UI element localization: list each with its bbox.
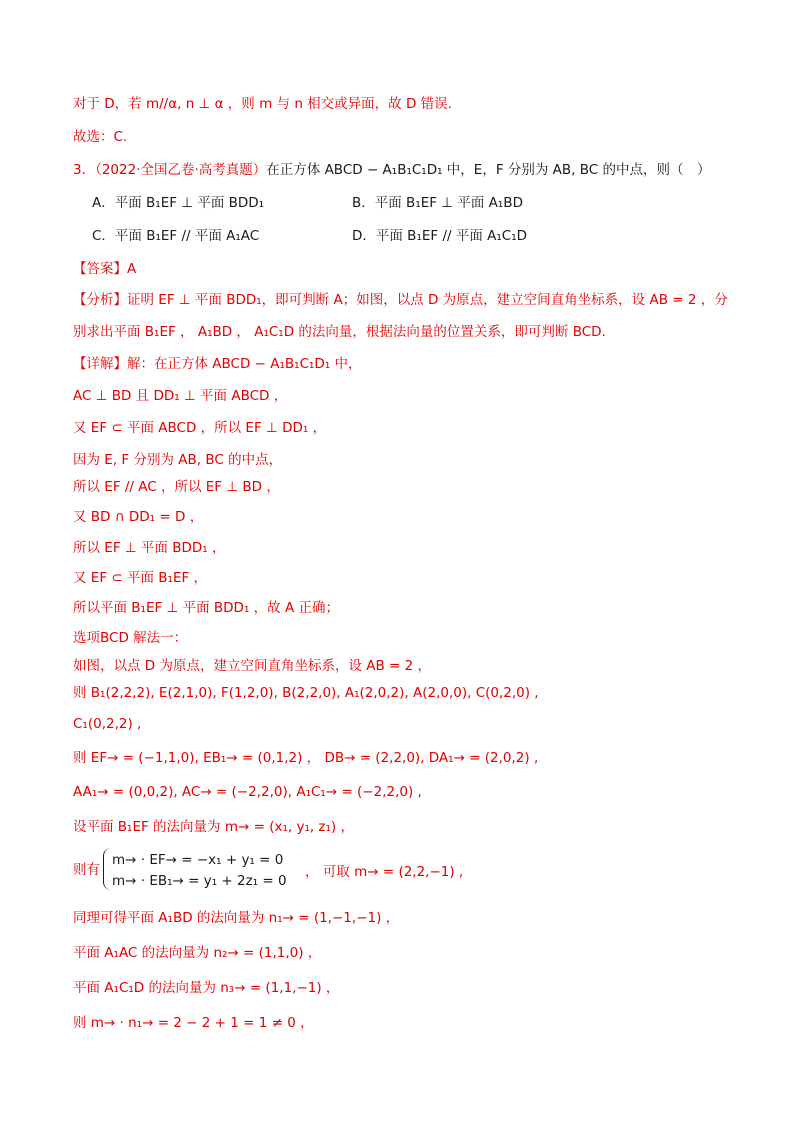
option-c: C．平面 B₁EF // 平面 A₁AC — [92, 228, 260, 244]
vectors-line-2: AA₁→ = (0,0,2), AC→ = (−2,2,0), A₁C₁→ = (−2,2,0) , — [73, 784, 422, 800]
method-heading: 选项BCD 解法一： — [73, 630, 188, 646]
system-equation-1: m→ · EF→ = −x₁ + y₁ = 0 — [112, 852, 284, 868]
normal-n2-line: 平面 A₁AC 的法向量为 n₂→ = (1,1,0) ， — [73, 945, 322, 961]
detail-line-2: AC ⊥ BD 且 DD₁ ⊥ 平面 ABCD ， — [73, 388, 288, 404]
option-b: B．平面 B₁EF ⊥ 平面 A₁BD — [352, 195, 523, 211]
option-d: D．平面 B₁EF // 平面 A₁C₁D — [352, 228, 528, 244]
coord-setup: 如图，以点 D 为原点，建立空间直角坐标系，设 AB = 2 ， — [73, 658, 432, 674]
option-a: A．平面 B₁EF ⊥ 平面 BDD₁ — [92, 195, 265, 211]
question-header — [73, 160, 711, 180]
detail-line-7: 所以 EF ⊥ 平面 BDD₁ ， — [73, 540, 226, 556]
points-line-2: C₁(0,2,2) , — [73, 716, 142, 732]
normal-n3-line: 平面 A₁C₁D 的法向量为 n₃→ = (1,1,−1) ， — [73, 980, 340, 996]
detail-line-3: 又 EF ⊂ 平面 ABCD ，所以 EF ⊥ DD₁ ， — [73, 420, 327, 436]
text-line-d-conclusion: 对于 D，若 m//α, n ⊥ α ，则 m 与 n 相交或异面，故 D 错误. — [73, 96, 452, 112]
detail-line-5: 所以 EF // AC ，所以 EF ⊥ BD ， — [73, 479, 280, 495]
dot-product-line: 则 m→ · n₁→ = 2 − 2 + 1 = 1 ≠ 0 ， — [73, 1015, 314, 1031]
detail-line-9: 所以平面 B₁EF ⊥ 平面 BDD₁ ，故 A 正确； — [73, 600, 339, 616]
vectors-line-1: 则 EF→ = (−1,1,0), EB₁→ = (0,1,2) ， DB→ = (2,2,0), DA₁→ = (2,0,2) , — [73, 750, 539, 766]
points-line-1: 则 B₁(2,2,2), E(2,1,0), F(1,2,0), B(2,2,0), A₁(2,0,2), A(2,0,0), C(0,2,0) , — [73, 685, 539, 701]
system-prefix: 则有 — [73, 862, 100, 878]
system-equation-2: m→ · EB₁→ = y₁ + 2z₁ = 0 — [112, 873, 287, 889]
analysis-line-2: 别求出平面 B₁EF ， A₁BD ， A₁C₁D 的法向量，根据法向量的位置关系，即可判断 BCD. — [73, 324, 606, 340]
equation-brace — [103, 848, 112, 890]
system-suffix: ， 可取 m→ = (2,2,−1) , — [305, 864, 464, 880]
question-text: 在正方体 ABCD − A₁B₁C₁D₁ 中，E，F 分别为 AB, BC 的中点，则（ ） — [266, 162, 711, 178]
question-number: 3．（2022·全国乙卷·高考真题） — [73, 162, 267, 178]
normal-m-line: 设平面 B₁EF 的法向量为 m→ = (x₁, y₁, z₁) ， — [73, 819, 354, 835]
analysis-line-1: 【分析】证明 EF ⊥ 平面 BDD₁，即可判断 A；如图，以点 D 为原点，建立空间直角坐标系，设 AB = 2 ，分 — [73, 292, 728, 308]
answer-line: 【答案】A — [73, 261, 137, 277]
detail-line-4: 因为 E, F 分别为 AB, BC 的中点， — [73, 452, 283, 468]
normal-n1-line: 同理可得平面 A₁BD 的法向量为 n₁→ = (1,−1,−1) ， — [73, 910, 400, 926]
detail-line-6: 又 BD ∩ DD₁ = D ， — [73, 509, 204, 525]
detail-line-1: 【详解】解：在正方体 ABCD − A₁B₁C₁D₁ 中， — [73, 356, 362, 372]
detail-line-8: 又 EF ⊂ 平面 B₁EF ， — [73, 570, 208, 586]
text-line-choice: 故选：C. — [73, 129, 128, 145]
